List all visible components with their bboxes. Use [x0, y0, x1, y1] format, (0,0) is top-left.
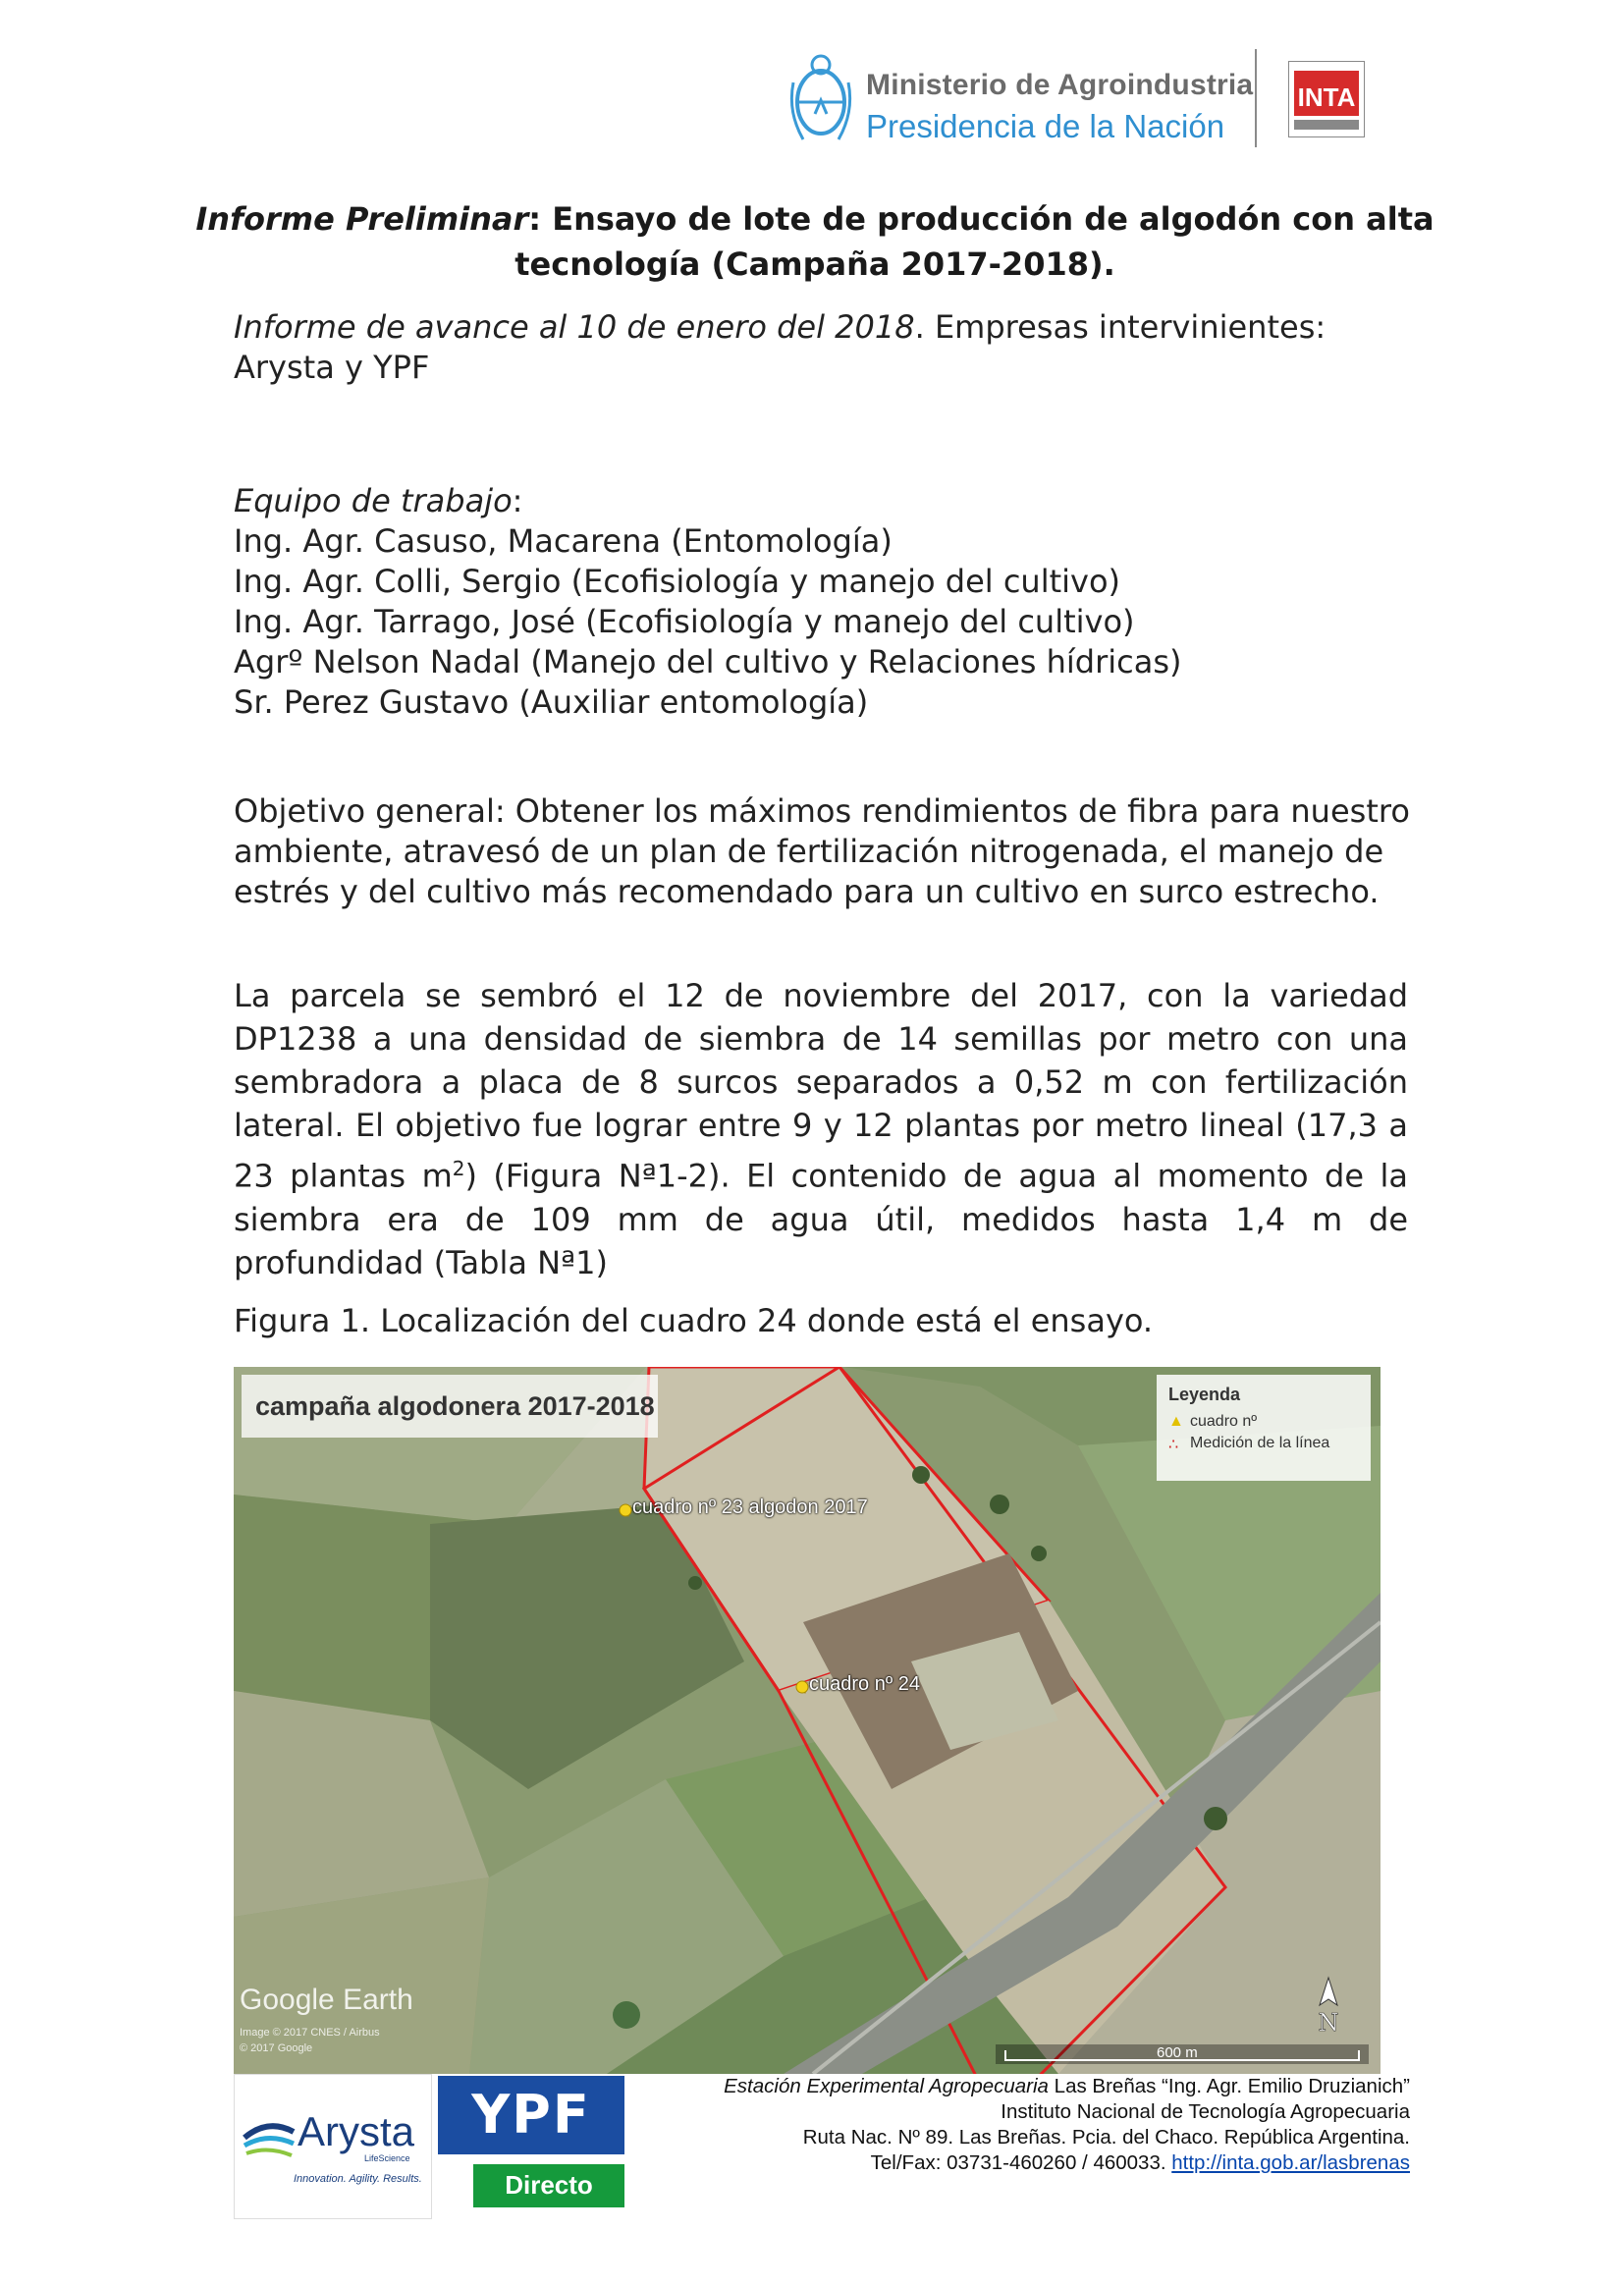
ypf-logo-text: YPF	[471, 2084, 591, 2146]
figure-caption: Figura 1. Localización del cuadro 24 donde está el ensayo.	[234, 1302, 1154, 1339]
header-logos	[785, 43, 1375, 156]
plot-text-a: La parcela se sembró el 12 de noviembre del 2017, con la variedad DP1238 a una densidad de siembra de 14 semillas por metro con una sembradora a placa de 8 surcos separados a 0,52 m con fertilización lateral. El objetivo fue lograr entre 9 y 12 plantas por metro lineal (17,3 a 23 plantas m	[234, 977, 1408, 1195]
legend-item-label: cuadro nº	[1190, 1413, 1258, 1430]
team-member: Agrº Nelson Nadal (Manejo del cultivo y Relaciones hídricas)	[234, 643, 1182, 680]
website-link[interactable]: http://inta.gob.ar/lasbrenas	[1171, 2151, 1410, 2174]
legend-item	[1168, 1435, 1359, 1453]
arysta-name: Arysta	[298, 2108, 415, 2154]
objective-line: Objetivo general: Obtener los máximos rendimientos de fibra para nuestro	[234, 792, 1410, 830]
team-member: Ing. Agr. Casuso, Macarena (Entomología)	[234, 522, 893, 560]
label-cuadro-23: cuadro nº 23 algodon 2017	[632, 1496, 868, 1518]
title-line-1	[157, 196, 1473, 242]
team-heading: Equipo de trabajo	[234, 482, 513, 519]
google-earth-watermark: Google Earth	[240, 1984, 413, 2016]
progress-report-line	[234, 307, 1412, 388]
north-arrow-icon	[1314, 1976, 1343, 2035]
team-member: Ing. Agr. Tarrago, José (Ecofisiología y manejo del cultivo)	[234, 603, 1135, 640]
pin-icon-24	[796, 1681, 808, 1693]
team-section	[234, 481, 1451, 723]
measure-dots-icon: ∴	[1168, 1437, 1179, 1453]
station-name-rest: Las Breñas “Ing. Agr. Emilio Druzianich”	[1048, 2075, 1410, 2097]
pin-icon: ▲	[1168, 1413, 1184, 1430]
objective-line: estrés y del cultivo más recomendado para un cultivo en surco estrecho.	[234, 873, 1380, 910]
document-title	[157, 196, 1473, 287]
legend-item-label: Medición de la línea	[1190, 1435, 1330, 1451]
objective-paragraph	[234, 791, 1412, 912]
label-cuadro-24: cuadro nº 24	[809, 1673, 920, 1695]
institute-name: Instituto Nacional de Tecnología Agropecuaria	[1001, 2100, 1410, 2123]
map-title: campaña algodonera 2017-2018	[242, 1375, 658, 1438]
arysta-tagline: Innovation. Agility. Results.	[294, 2173, 422, 2185]
image-copyright: Image © 2017 CNES / Airbus	[240, 2027, 380, 2039]
legend-item	[1168, 1413, 1359, 1431]
inta-logo-text: INTA	[1297, 82, 1356, 112]
directo-text: Directo	[505, 2170, 593, 2200]
inta-logo	[1288, 61, 1365, 137]
presidencia-text: Presidencia de la Nación	[866, 108, 1225, 144]
avance-italic: Informe de avance al 10 de enero del 2018	[234, 308, 915, 346]
objective-line: ambiente, atravesó de un plan de fertilización nitrogenada, el manejo de	[234, 833, 1384, 870]
satellite-map-image	[234, 1367, 1380, 2074]
address-line: Ruta Nac. Nº 89. Las Breñas. Pcia. del Chaco. República Argentina.	[802, 2126, 1410, 2149]
station-name-italic: Estación Experimental Agropecuaria	[724, 2075, 1049, 2097]
arysta-logo	[234, 2074, 432, 2219]
avance-companies: Arysta y YPF	[234, 349, 430, 386]
arysta-subtitle: LifeScience	[364, 2153, 410, 2163]
team-heading-colon: :	[512, 482, 523, 519]
map-legend	[1157, 1375, 1371, 1481]
avance-rest: . Empresas intervinientes:	[914, 308, 1326, 346]
team-member: Ing. Agr. Colli, Sergio (Ecofisiología y manejo del cultivo)	[234, 563, 1121, 600]
plot-superscript: 2	[452, 1157, 465, 1180]
title-line-2: tecnología (Campaña 2017-2018).	[514, 245, 1115, 283]
pin-icon-23	[620, 1504, 631, 1516]
header-divider	[1255, 49, 1257, 147]
argentina-coat-of-arms-icon	[785, 43, 856, 151]
team-member: Sr. Perez Gustavo (Auxiliar entomología)	[234, 683, 869, 721]
title-rest: : Ensayo de lote de producción de algodón con alta	[528, 200, 1435, 238]
north-label: N	[1318, 2009, 1339, 2035]
sponsor-logos	[234, 2074, 634, 2219]
plot-paragraph	[234, 974, 1408, 1284]
footer-address	[589, 2074, 1410, 2176]
plot-text-b: ) (Figura Nª1-2). El contenido de agua al momento de la siembra era de 109 mm de agua útil, medidos hasta 1,4 m de profundidad (Tabla Nª1)	[234, 1157, 1408, 1281]
title-italic: Informe Preliminar	[195, 200, 529, 238]
ministerio-text: Ministerio de Agroindustria	[866, 69, 1254, 101]
arysta-swoosh-icon	[239, 2104, 298, 2163]
legend-title: Leyenda	[1168, 1385, 1241, 1404]
google-copyright: © 2017 Google	[240, 2042, 313, 2054]
phone-line: Tel/Fax: 03731-460260 / 460033.	[870, 2151, 1172, 2174]
scale-label: 600 m	[1157, 2044, 1198, 2061]
